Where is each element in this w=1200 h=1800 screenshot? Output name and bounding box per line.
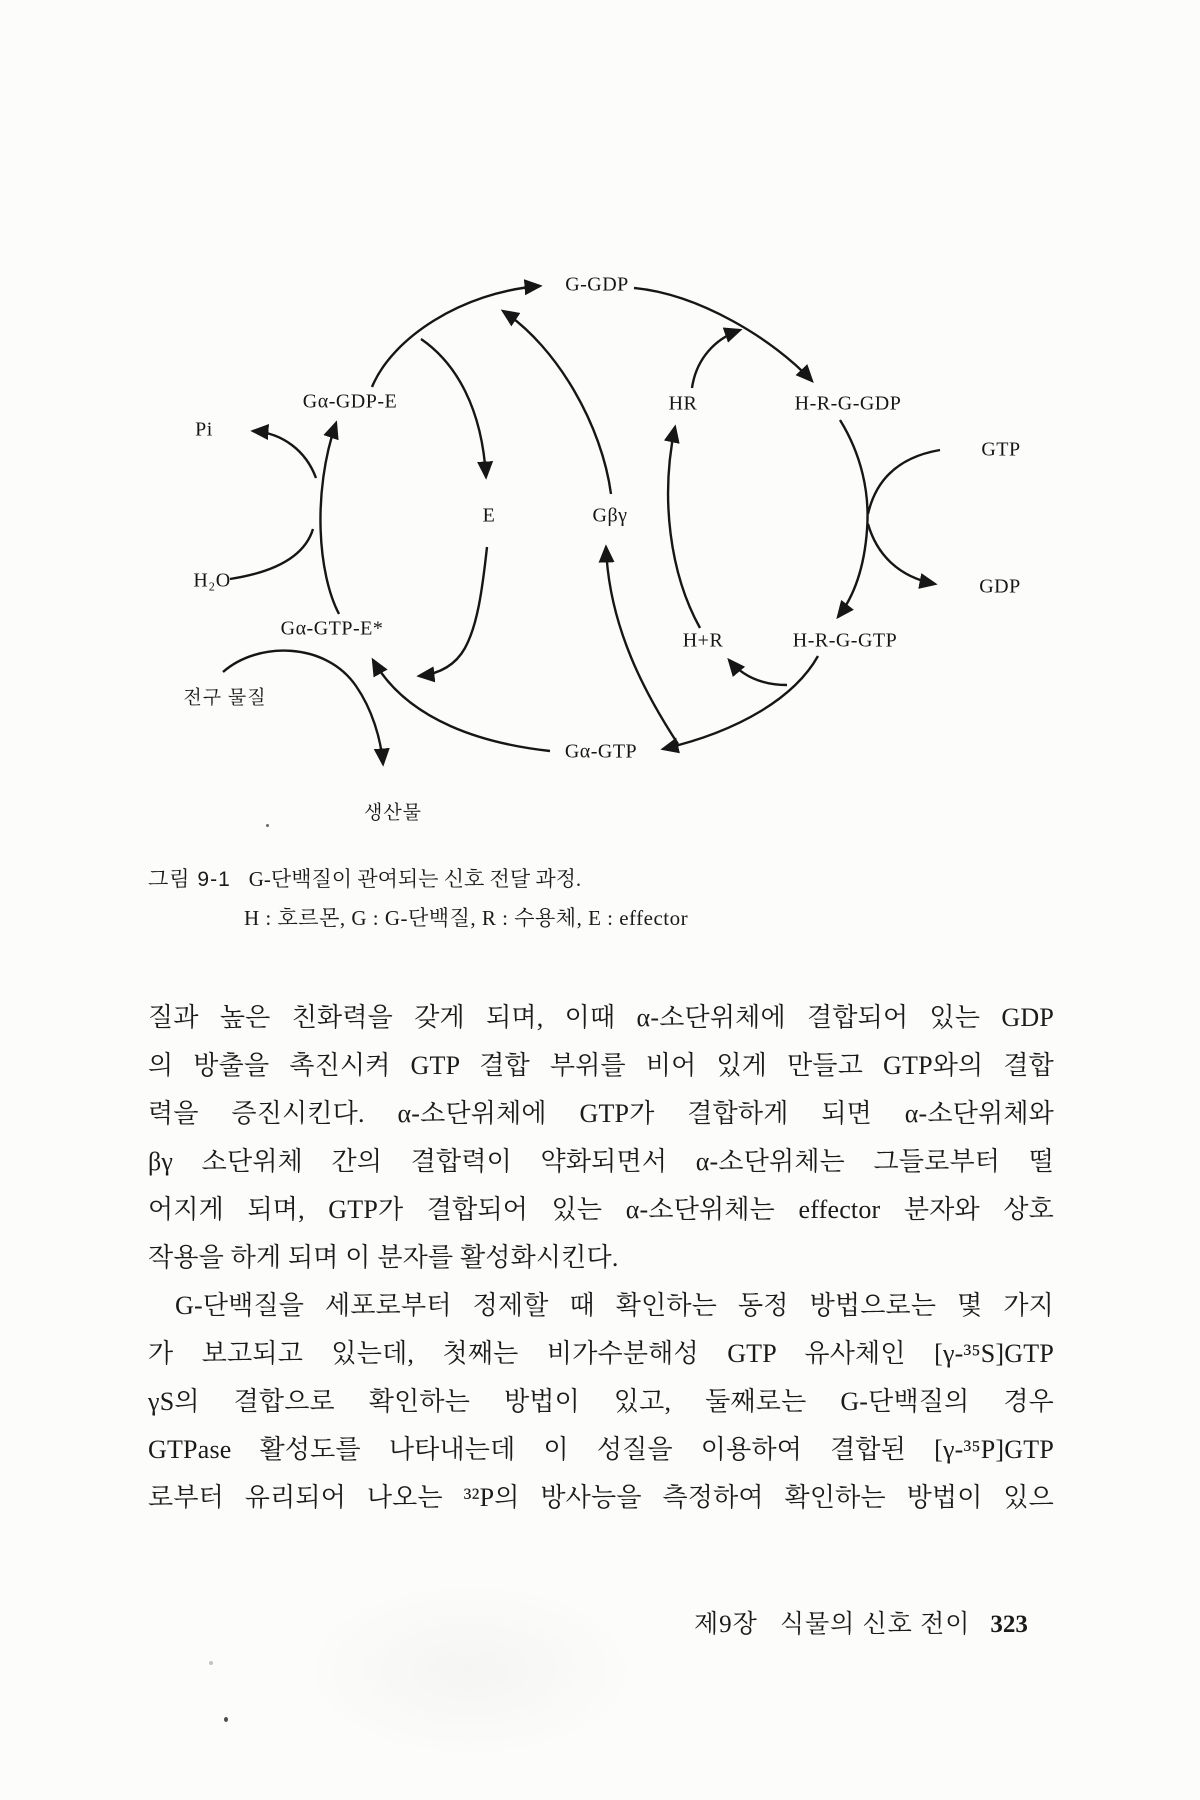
- arrow-gagdpe-to-ggdp: [372, 286, 540, 387]
- scan-shading: [300, 1580, 640, 1760]
- node-h-r-g-gdp: H-R-G-GDP: [794, 392, 902, 415]
- node-e: E: [482, 504, 496, 527]
- scan-speck: [209, 1661, 213, 1665]
- body-line: G-단백질을 세포로부터 정제할 때 확인하는 동정 방법으로는 몇 가지: [175, 1291, 1054, 1320]
- node-h-plus-r: H+R: [682, 629, 724, 652]
- node-gdp: GDP: [979, 575, 1021, 598]
- body-line: 작용을 하게 되며 이 분자를 활성화시킨다.: [148, 1243, 619, 1272]
- figure-caption-legend: H : 호르몬, G : G-단백질, R : 수용체, E : effector: [244, 906, 689, 930]
- body-line: 로부터 유리되어 나오는 ³²P의 방사능을 측정하여 확인하는 방법이 있으: [148, 1483, 1054, 1512]
- node-precursor: 전구 물질: [183, 687, 267, 709]
- curve-gtp-in: [868, 450, 940, 514]
- body-line: γS의 결합으로 확인하는 방법이 있고, 둘째로는 G-단백질의 경우: [148, 1387, 1054, 1416]
- body-line: 질과 높은 친화력을 갖게 되며, 이때 α-소단위체에 결합되어 있는 GDP: [148, 1003, 1054, 1032]
- page-footer: [694, 1604, 1028, 1640]
- arrow-split-to-e: [421, 339, 486, 477]
- node-g-beta-gamma: Gβγ: [592, 504, 628, 527]
- node-ga-gtp: Gα-GTP: [564, 740, 638, 763]
- figure-caption-tag: 그림 9-1: [148, 868, 231, 891]
- body-line: 어지게 되며, GTP가 결합되어 있는 α-소단위체는 effector 분자와 상호: [148, 1195, 1054, 1224]
- arrow-hrggdp-to-hrggtp: [838, 420, 868, 617]
- body-line: 력을 증진시킨다. α-소단위체에 GTP가 결합하게 되면 α-소단위체와: [148, 1099, 1054, 1128]
- arrow-gbetagamma-to-ggdp: [503, 311, 611, 494]
- arrow-pi-out: [253, 431, 316, 478]
- body-line: 의 방출을 촉진시켜 GTP 결합 부위를 비어 있게 만들고 GTP와의 결합: [148, 1051, 1054, 1080]
- arrow-hr-merge: [692, 330, 740, 388]
- body-line: GTPase 활성도를 나타내는데 이 성질을 이용하여 결합된 [γ-³⁵P]GTP: [148, 1435, 1054, 1464]
- arrow-ggdp-to-hrggdp: [634, 288, 812, 381]
- arrow-to-h-plus-r: [729, 660, 787, 685]
- arrow-e-merge: [419, 547, 487, 676]
- footer-chapter: 제9장: [694, 1611, 758, 1638]
- figure-caption: [148, 864, 581, 895]
- scan-speck: [266, 824, 269, 827]
- figure-9-1-diagram: [0, 230, 1200, 852]
- arrow-hplusr-to-hr: [668, 427, 700, 628]
- footer-page-number: 323: [990, 1611, 1028, 1638]
- node-pi: Pi: [195, 418, 213, 441]
- node-gtp: GTP: [981, 438, 1021, 461]
- node-ga-gtp-e-star: Gα-GTP-E*: [280, 617, 384, 640]
- figure-caption-title: G-단백질이 관여되는 신호 전달 과정.: [248, 867, 582, 891]
- node-product: 생산물: [363, 802, 423, 824]
- arrow-to-gbetagamma: [606, 547, 678, 744]
- curve-h2o-in: [230, 529, 313, 579]
- scan-speck: [224, 1717, 228, 1722]
- node-h-r-g-gtp: H-R-G-GTP: [792, 629, 898, 652]
- arrow-gagtp-to-gagtpestar: [373, 660, 550, 751]
- arrow-gagtpestar-to-gagdpe: [320, 423, 339, 614]
- body-text: [148, 994, 1054, 1522]
- footer-section: 식물의 신호 전이: [779, 1611, 971, 1638]
- node-h2o: H₂O: [193, 569, 231, 592]
- node-g-gdp: G-GDP: [565, 273, 629, 296]
- node-ga-gdp-e: Gα-GDP-E: [302, 390, 398, 413]
- arrow-gdp-out: [868, 524, 935, 584]
- body-line: 가 보고되고 있는데, 첫째는 비가수분해성 GTP 유사체인 [γ-³⁵S]GTP: [148, 1339, 1054, 1368]
- node-hr: HR: [668, 392, 698, 415]
- body-line: βγ 소단위체 간의 결합력이 약화되면서 α-소단위체는 그들로부터 떨: [148, 1147, 1054, 1176]
